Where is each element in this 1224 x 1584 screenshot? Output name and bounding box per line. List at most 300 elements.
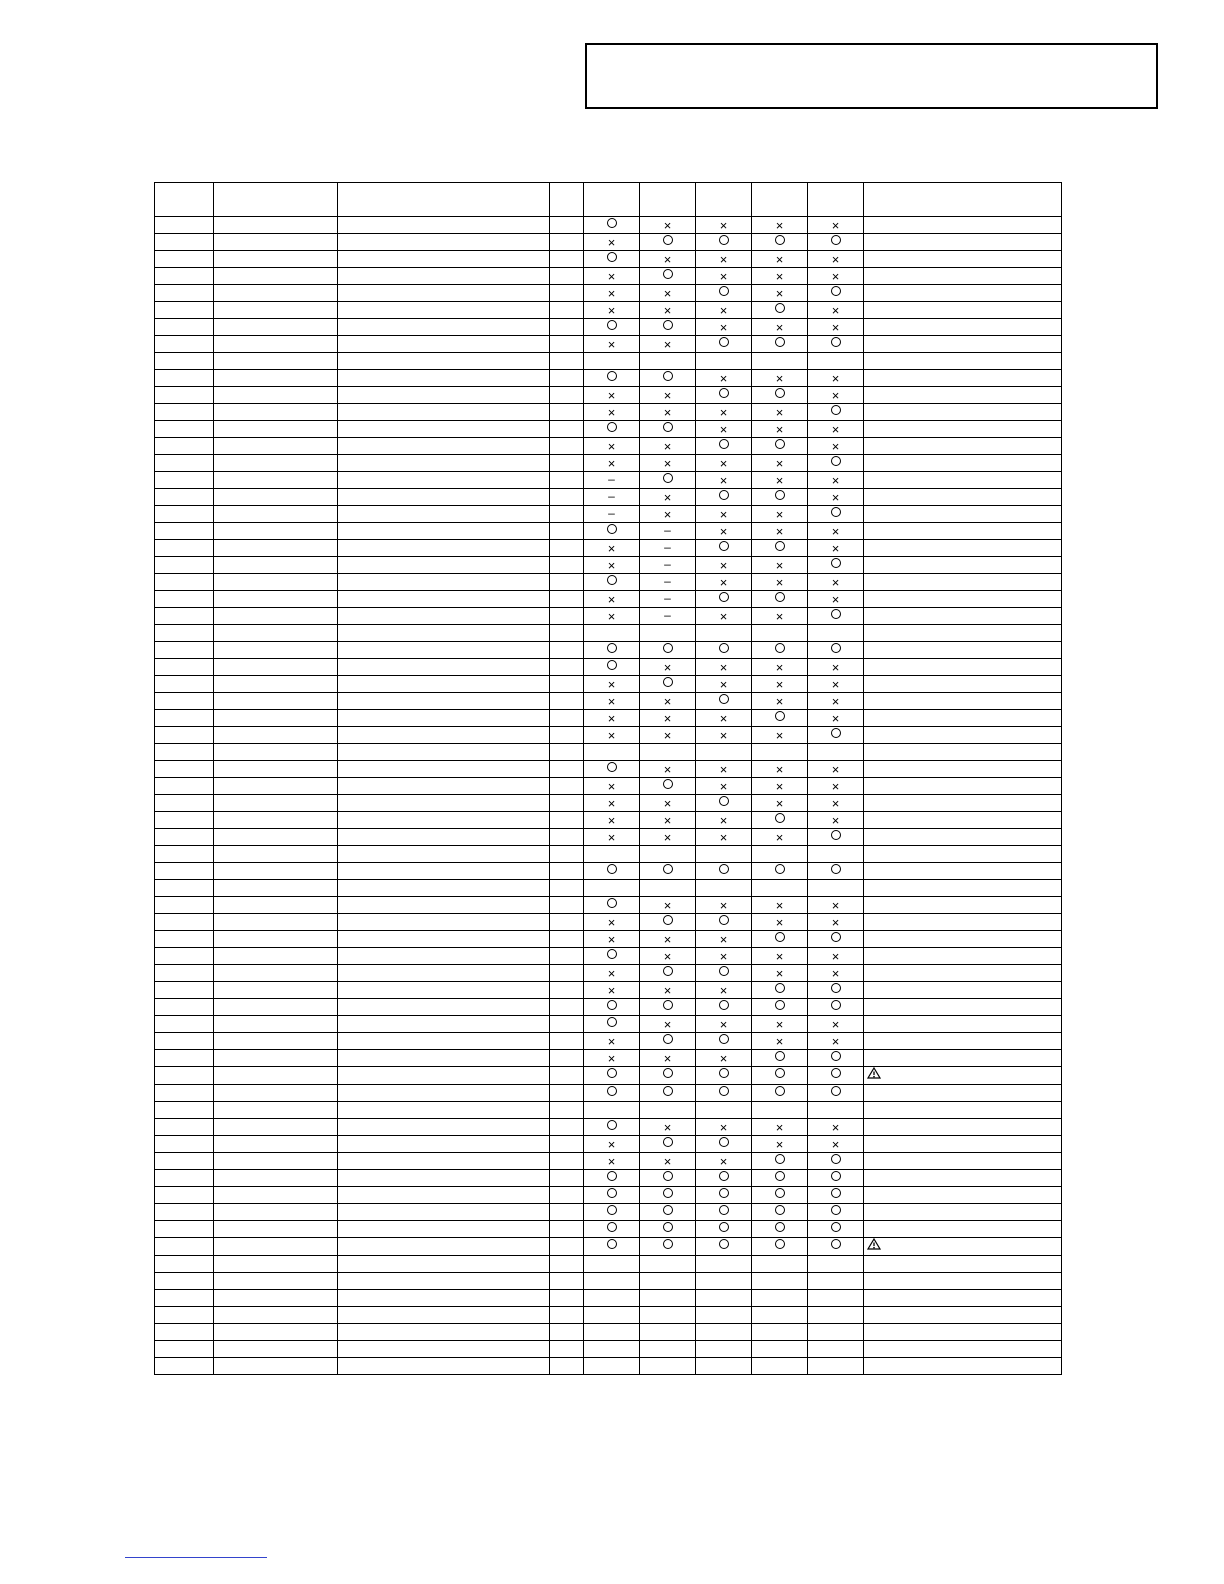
- mark-cell: [752, 1101, 808, 1118]
- text-cell: [155, 880, 214, 897]
- text-cell: [214, 1084, 338, 1101]
- text-cell: [214, 931, 338, 948]
- text-cell: [155, 1101, 214, 1118]
- cross-mark: ×: [607, 592, 616, 607]
- text-cell: [550, 1272, 584, 1289]
- text-cell: [550, 1289, 584, 1306]
- cross-mark: ×: [775, 779, 784, 794]
- mark-cell: [808, 1340, 864, 1357]
- cross-mark: ×: [775, 1136, 784, 1152]
- circle-mark: [831, 507, 841, 517]
- mark-cell: [640, 1016, 696, 1033]
- mark-cell: [808, 948, 864, 965]
- text-cell: [550, 387, 584, 404]
- circle-mark: [663, 1239, 673, 1249]
- circle-mark: [607, 575, 617, 585]
- cross-mark: ×: [775, 422, 784, 437]
- cross-mark: ×: [831, 252, 840, 267]
- text-cell: [550, 659, 584, 676]
- circle-mark: [719, 1086, 729, 1096]
- table-row: [155, 251, 1062, 268]
- text-cell: [550, 744, 584, 761]
- circle-mark: [607, 898, 617, 908]
- remarks-cell: [864, 1084, 1062, 1101]
- text-cell: [155, 1203, 214, 1220]
- text-cell: [550, 914, 584, 931]
- circle-mark: [607, 1120, 617, 1130]
- mark-cell: [696, 1118, 752, 1135]
- mark-cell: [752, 1084, 808, 1101]
- cross-mark: ×: [607, 303, 616, 318]
- text-cell: [214, 302, 338, 319]
- text-cell: [550, 982, 584, 999]
- mark-cell: [640, 319, 696, 336]
- mark-cell: [584, 1135, 640, 1152]
- cross-mark: ×: [775, 558, 784, 573]
- text-cell: [155, 1289, 214, 1306]
- cross-mark: ×: [831, 422, 840, 437]
- mark-cell: [808, 506, 864, 523]
- text-cell: [155, 948, 214, 965]
- table-row: [155, 574, 1062, 591]
- circle-mark: [663, 677, 673, 687]
- mark-cell: [696, 1357, 752, 1374]
- text-cell: [338, 353, 550, 370]
- circle-mark: [831, 1188, 841, 1198]
- mark-cell: [640, 336, 696, 353]
- mark-cell: [640, 370, 696, 387]
- cross-mark: ×: [663, 286, 672, 301]
- text-cell: [338, 319, 550, 336]
- table-row: [155, 846, 1062, 863]
- remarks-cell: [864, 455, 1062, 472]
- circle-mark: [775, 864, 785, 874]
- text-cell: [155, 472, 214, 489]
- text-cell: [155, 455, 214, 472]
- table-row: [155, 506, 1062, 523]
- mark-cell: [584, 1323, 640, 1340]
- text-cell: [550, 438, 584, 455]
- text-cell: [338, 744, 550, 761]
- mark-cell: [584, 999, 640, 1016]
- mark-cell: [640, 1067, 696, 1085]
- cross-mark: ×: [607, 983, 616, 998]
- mark-cell: [696, 761, 752, 778]
- table-row: [155, 880, 1062, 897]
- text-cell: [550, 676, 584, 693]
- mark-cell: [584, 693, 640, 710]
- text-cell: [550, 1067, 584, 1085]
- circle-mark: [719, 1034, 729, 1044]
- cross-mark: ×: [831, 813, 840, 828]
- table-row: [155, 812, 1062, 829]
- circle-mark: [831, 1068, 841, 1078]
- mark-cell: [584, 1237, 640, 1255]
- text-cell: [550, 1237, 584, 1255]
- mark-cell: [752, 1323, 808, 1340]
- text-cell: [155, 387, 214, 404]
- cross-mark: ×: [831, 762, 840, 777]
- cross-mark: ×: [607, 609, 616, 624]
- text-cell: [550, 1220, 584, 1237]
- remarks-cell: [864, 557, 1062, 574]
- mark-cell: [752, 642, 808, 659]
- mark-cell: [584, 778, 640, 795]
- mark-cell: [640, 455, 696, 472]
- text-cell: [155, 438, 214, 455]
- table-row: [155, 455, 1062, 472]
- text-cell: [155, 676, 214, 693]
- text-cell: [214, 676, 338, 693]
- text-cell: [155, 744, 214, 761]
- circle-mark: [831, 456, 841, 466]
- circle-mark: [831, 1222, 841, 1232]
- text-cell: [214, 353, 338, 370]
- circle-mark: [607, 1000, 617, 1010]
- cross-mark: ×: [775, 405, 784, 420]
- mark-cell: [640, 353, 696, 370]
- mark-cell: [752, 234, 808, 251]
- text-cell: [214, 642, 338, 659]
- cross-mark: ×: [663, 711, 672, 726]
- text-cell: [214, 370, 338, 387]
- remarks-cell: [864, 574, 1062, 591]
- remarks-cell: [864, 1101, 1062, 1118]
- mark-cell: [808, 353, 864, 370]
- cross-mark: ×: [831, 473, 840, 488]
- remarks-cell: [864, 1118, 1062, 1135]
- header-cell: [864, 183, 1062, 217]
- cross-mark: ×: [719, 422, 728, 437]
- circle-mark: [775, 337, 785, 347]
- cross-mark: ×: [831, 677, 840, 692]
- cross-mark: ×: [831, 898, 840, 913]
- warning-triangle-icon: [867, 1238, 881, 1254]
- text-cell: [550, 1033, 584, 1050]
- dash-mark: –: [608, 506, 615, 520]
- mark-cell: [584, 846, 640, 863]
- text-cell: [155, 1135, 214, 1152]
- text-cell: [155, 846, 214, 863]
- mark-cell: [584, 251, 640, 268]
- circle-mark: [607, 1239, 617, 1249]
- text-cell: [155, 1186, 214, 1203]
- mark-cell: [752, 948, 808, 965]
- text-cell: [214, 1135, 338, 1152]
- circle-mark: [775, 983, 785, 993]
- cross-mark: ×: [719, 507, 728, 522]
- remarks-cell: [864, 540, 1062, 557]
- text-cell: [550, 574, 584, 591]
- remarks-cell: [864, 268, 1062, 285]
- mark-cell: [584, 880, 640, 897]
- cross-mark: ×: [663, 728, 672, 743]
- remarks-cell: [864, 353, 1062, 370]
- cross-mark: ×: [663, 1051, 672, 1066]
- text-cell: [214, 1016, 338, 1033]
- text-cell: [338, 1220, 550, 1237]
- text-cell: [214, 948, 338, 965]
- mark-cell: [584, 404, 640, 421]
- cross-mark: ×: [719, 575, 728, 590]
- mark-cell: [584, 1101, 640, 1118]
- mark-cell: [584, 506, 640, 523]
- text-cell: [550, 778, 584, 795]
- text-cell: [338, 625, 550, 642]
- circle-mark: [719, 1068, 729, 1078]
- mark-cell: [696, 1186, 752, 1203]
- text-cell: [214, 217, 338, 234]
- text-cell: [550, 251, 584, 268]
- mark-cell: [752, 1255, 808, 1272]
- mark-cell: [696, 1237, 752, 1255]
- mark-cell: [752, 829, 808, 846]
- text-cell: [338, 336, 550, 353]
- mark-cell: [752, 319, 808, 336]
- header-cell: [752, 183, 808, 217]
- dash-mark: –: [664, 608, 671, 622]
- cross-mark: ×: [831, 1119, 840, 1135]
- text-cell: [338, 659, 550, 676]
- circle-mark: [831, 1154, 841, 1164]
- mark-cell: [808, 302, 864, 319]
- table-row: [155, 948, 1062, 965]
- table-row: [155, 608, 1062, 625]
- cross-mark: ×: [831, 966, 840, 981]
- mark-cell: [640, 625, 696, 642]
- table-row: [155, 727, 1062, 744]
- circle-mark: [663, 864, 673, 874]
- cross-mark: ×: [607, 728, 616, 743]
- circle-mark: [607, 252, 617, 262]
- text-cell: [338, 846, 550, 863]
- header-cell: [696, 183, 752, 217]
- text-cell: [155, 370, 214, 387]
- text-cell: [338, 438, 550, 455]
- mark-cell: [584, 421, 640, 438]
- mark-cell: [752, 625, 808, 642]
- text-cell: [338, 1357, 550, 1374]
- cross-mark: ×: [663, 898, 672, 913]
- mark-cell: [640, 829, 696, 846]
- remarks-cell: [864, 846, 1062, 863]
- mark-cell: [584, 1220, 640, 1237]
- text-cell: [550, 608, 584, 625]
- mark-cell: [808, 540, 864, 557]
- cross-mark: ×: [607, 235, 616, 250]
- mark-cell: [752, 846, 808, 863]
- text-cell: [550, 948, 584, 965]
- cross-mark: ×: [663, 1153, 672, 1169]
- mark-cell: [752, 778, 808, 795]
- mark-cell: [696, 370, 752, 387]
- mark-cell: [584, 625, 640, 642]
- table-row: [155, 319, 1062, 336]
- remarks-cell: [864, 1306, 1062, 1323]
- cross-mark: ×: [663, 405, 672, 420]
- circle-mark: [663, 320, 673, 330]
- mark-cell: [640, 1340, 696, 1357]
- text-cell: [550, 625, 584, 642]
- table-row: [155, 778, 1062, 795]
- mark-cell: [752, 1050, 808, 1067]
- cross-mark: ×: [719, 1119, 728, 1135]
- mark-cell: [808, 1357, 864, 1374]
- cross-mark: ×: [663, 813, 672, 828]
- text-cell: [338, 1340, 550, 1357]
- circle-mark: [607, 864, 617, 874]
- text-cell: [338, 1101, 550, 1118]
- text-cell: [214, 523, 338, 540]
- mark-cell: [752, 710, 808, 727]
- mark-cell: [752, 1186, 808, 1203]
- mark-cell: [696, 574, 752, 591]
- table-row: [155, 625, 1062, 642]
- mark-cell: [696, 846, 752, 863]
- circle-mark: [719, 796, 729, 806]
- cross-mark: ×: [607, 1153, 616, 1169]
- text-cell: [338, 761, 550, 778]
- text-cell: [550, 1306, 584, 1323]
- mark-cell: [640, 217, 696, 234]
- mark-cell: [640, 506, 696, 523]
- mark-cell: [808, 455, 864, 472]
- remarks-cell: [864, 693, 1062, 710]
- cross-mark: ×: [607, 541, 616, 556]
- table-row: [155, 1289, 1062, 1306]
- mark-cell: [808, 1255, 864, 1272]
- circle-mark: [663, 371, 673, 381]
- mark-cell: [640, 642, 696, 659]
- circle-mark: [719, 643, 729, 653]
- text-cell: [214, 659, 338, 676]
- text-cell: [155, 1357, 214, 1374]
- remarks-cell: [864, 880, 1062, 897]
- circle-mark: [775, 1154, 785, 1164]
- mark-cell: [808, 727, 864, 744]
- cross-mark: ×: [719, 320, 728, 335]
- circle-mark: [831, 728, 841, 738]
- mark-cell: [752, 1289, 808, 1306]
- circle-mark: [663, 235, 673, 245]
- text-cell: [338, 1186, 550, 1203]
- remarks-cell: [864, 795, 1062, 812]
- cross-mark: ×: [719, 762, 728, 777]
- table-row: [155, 1067, 1062, 1085]
- text-cell: [550, 489, 584, 506]
- cross-mark: ×: [719, 1017, 728, 1032]
- circle-mark: [607, 949, 617, 959]
- mark-cell: [696, 659, 752, 676]
- text-cell: [550, 829, 584, 846]
- circle-mark: [607, 1222, 617, 1232]
- text-cell: [550, 1050, 584, 1067]
- cross-mark: ×: [719, 609, 728, 624]
- mark-cell: [808, 421, 864, 438]
- text-cell: [155, 659, 214, 676]
- mark-cell: [752, 1272, 808, 1289]
- text-cell: [338, 217, 550, 234]
- circle-mark: [663, 1188, 673, 1198]
- table-row: [155, 829, 1062, 846]
- mark-cell: [808, 761, 864, 778]
- cross-mark: ×: [719, 303, 728, 318]
- text-cell: [338, 608, 550, 625]
- cross-mark: ×: [775, 830, 784, 845]
- table-row: [155, 931, 1062, 948]
- mark-cell: [808, 574, 864, 591]
- text-cell: [155, 982, 214, 999]
- mark-cell: [640, 795, 696, 812]
- text-cell: [214, 1169, 338, 1186]
- text-cell: [550, 642, 584, 659]
- mark-cell: [584, 863, 640, 880]
- mark-cell: [584, 608, 640, 625]
- text-cell: [550, 1016, 584, 1033]
- circle-mark: [831, 558, 841, 568]
- mark-cell: [752, 387, 808, 404]
- mark-cell: [808, 863, 864, 880]
- mark-cell: [640, 1101, 696, 1118]
- mark-cell: [640, 727, 696, 744]
- mark-cell: [808, 642, 864, 659]
- mark-cell: [808, 1152, 864, 1169]
- text-cell: [155, 1152, 214, 1169]
- cross-mark: ×: [663, 218, 672, 233]
- warning-triangle-icon: [867, 1067, 881, 1083]
- table-row: [155, 897, 1062, 914]
- text-cell: [214, 846, 338, 863]
- circle-mark: [775, 235, 785, 245]
- table-row: [155, 1050, 1062, 1067]
- text-cell: [338, 829, 550, 846]
- table-row: [155, 472, 1062, 489]
- mark-cell: [640, 982, 696, 999]
- cross-mark: ×: [719, 660, 728, 675]
- mark-cell: [808, 608, 864, 625]
- remarks-cell: [864, 251, 1062, 268]
- mark-cell: [584, 1033, 640, 1050]
- text-cell: [155, 1050, 214, 1067]
- text-cell: [214, 574, 338, 591]
- mark-cell: [584, 965, 640, 982]
- remarks-cell: [864, 523, 1062, 540]
- mark-cell: [752, 880, 808, 897]
- mark-cell: [808, 591, 864, 608]
- text-cell: [155, 489, 214, 506]
- cross-mark: ×: [775, 269, 784, 284]
- mark-cell: [584, 1357, 640, 1374]
- mark-cell: [752, 540, 808, 557]
- cross-mark: ×: [607, 405, 616, 420]
- mark-cell: [584, 557, 640, 574]
- text-cell: [214, 472, 338, 489]
- mark-cell: [584, 931, 640, 948]
- mark-cell: [752, 1169, 808, 1186]
- text-cell: [550, 1169, 584, 1186]
- mark-cell: [696, 455, 752, 472]
- mark-cell: [696, 557, 752, 574]
- text-cell: [338, 506, 550, 523]
- table-row: [155, 370, 1062, 387]
- mark-cell: [696, 744, 752, 761]
- mark-cell: [640, 438, 696, 455]
- mark-cell: [584, 523, 640, 540]
- remarks-cell: [864, 863, 1062, 880]
- remarks-cell: [864, 897, 1062, 914]
- cross-mark: ×: [775, 796, 784, 811]
- mark-cell: [808, 1323, 864, 1340]
